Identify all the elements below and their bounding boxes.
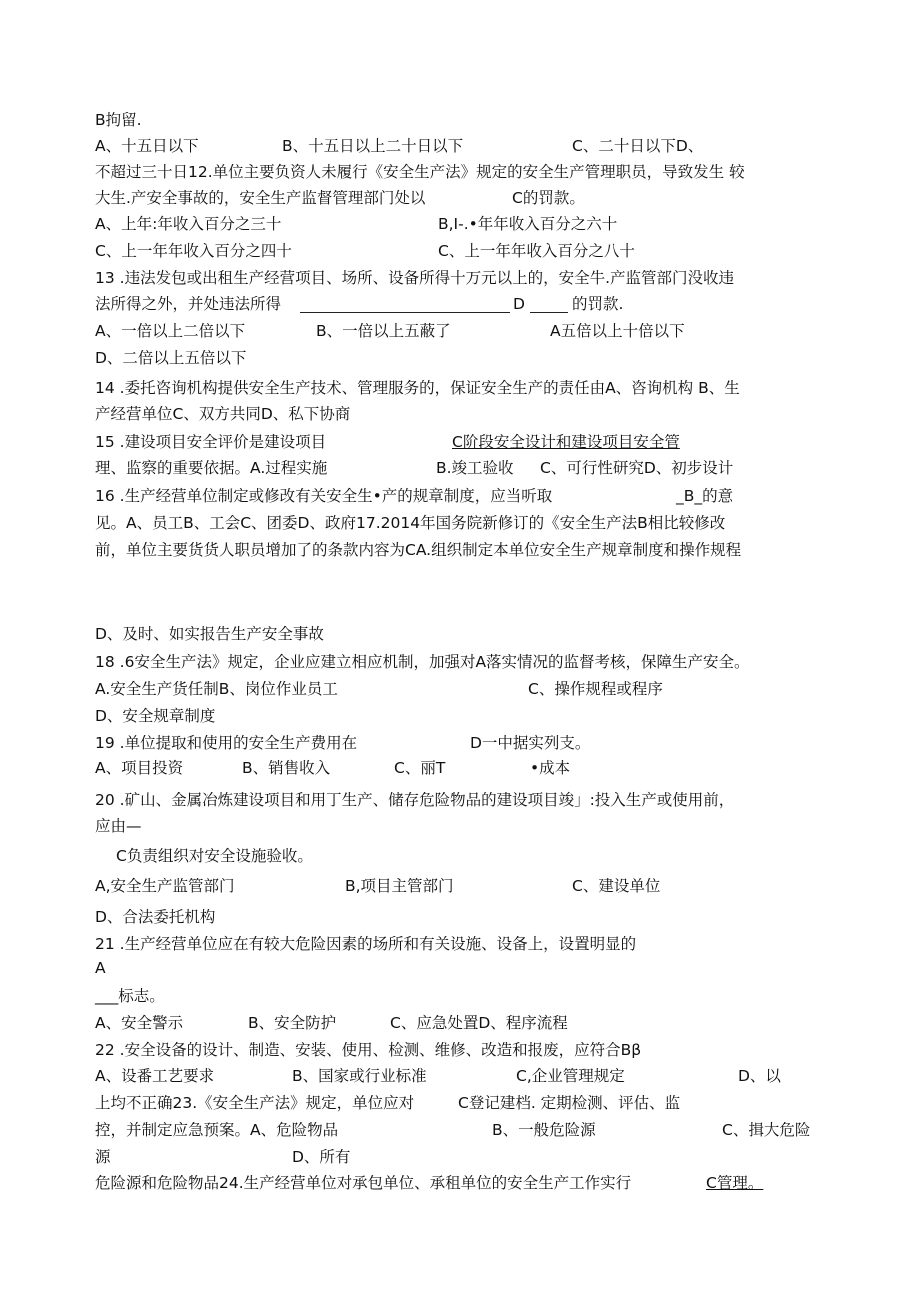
option-d: D、及时、如实报告生产安全事故 <box>95 625 324 643</box>
option-d: D、以 <box>738 1067 781 1085</box>
answer-text: C的罚款。 <box>512 189 585 207</box>
question-21: 21 .生产经营单位应在有较大危险因素的场所和有关设施、设备上，设置明显的 <box>95 935 637 953</box>
question-20: 20 .矿山、金属冶炼建设项目和用丁生产、储存危险物品的建设项目竣」:投入生产或使用前， <box>95 791 735 809</box>
text-line: 大生.产安全事故的，安全生产监督管理部门处以 <box>95 189 426 207</box>
question-15: 15 .建设项目安全评价是建设项目 <box>95 433 327 451</box>
question-12: 不超过三十日12.单位主要负资人未履行《安全生产法》规定的安全生产管理职员，导致发生 较 <box>95 163 745 181</box>
question-23: 上均不正确23.《安全生产法》规定，单位应对 <box>95 1094 415 1112</box>
option-a: A、安全警示 <box>95 1014 184 1032</box>
option-a: A、十五日以下 <box>95 137 199 155</box>
answer-text: D一中据实列支。 <box>470 734 591 752</box>
question-22: 22 .安全设备的设计、制造、安装、使用、检测、维修、改造和报废，应符合Bβ <box>95 1041 642 1059</box>
option-c: A五倍以上十倍以下 <box>550 322 685 340</box>
option-b: B、国家或行业标准 <box>292 1067 427 1085</box>
option-a: A、上年:年收入百分之三十 <box>95 215 282 233</box>
answer-letter: A <box>95 959 106 977</box>
answer-letter: D <box>513 295 525 313</box>
option-a: A、项目投资 <box>95 759 184 777</box>
answer-text: C负责组织对安全设施验收。 <box>116 847 313 865</box>
text-line: 应由— <box>95 817 142 835</box>
blank-line <box>530 312 568 313</box>
answer-text: _B_的意 <box>676 487 734 505</box>
text-line: 前，单位主要货货人职员增加了的条款内容为CA.组织制定本单位安全生产规章制度和操作规程 <box>95 541 742 559</box>
option-c: C、操作规程或程序 <box>528 680 663 698</box>
option-b: B、一般危险源 <box>492 1121 596 1139</box>
option-d: D、所有 <box>292 1148 351 1166</box>
text-line: 的罚款. <box>572 295 624 313</box>
option-a: A,安全生产监管部门 <box>95 877 235 895</box>
text-line: 源 <box>95 1148 111 1166</box>
option-d: D、二倍以上五倍以下 <box>95 349 247 367</box>
option-d: D、合法委托机构 <box>95 908 216 926</box>
option-b: B、十五日以上二十日以下 <box>282 137 464 155</box>
answer-text: C管理。 <box>706 1174 764 1192</box>
text-line: B拘留. <box>95 111 142 129</box>
option-b: B、销售收入 <box>242 759 331 777</box>
text-line: 理、监察的重要依据。A.过程实施 <box>95 459 328 477</box>
question-18: 18 .6安全生产法》规定，企业应建立相应机制，加强对A落实情况的监督考核，保障生产安全。 <box>95 653 750 671</box>
question-16: 16 .生产经营单位制定或修改有关安全生•产的规章制度，应当听取 <box>95 487 553 505</box>
option-d: •成本 <box>530 759 571 777</box>
option-b: B,I-.•年年收入百分之六十 <box>438 215 618 233</box>
option-a: A.安全生产货任制B、岗位作业员工 <box>95 680 338 698</box>
answer-text: C阶段安全设计和建设项目安全管 <box>452 433 680 451</box>
option-c: C、建设单位 <box>572 877 661 895</box>
option-a: A、设番工艺要求 <box>95 1067 215 1085</box>
question-13: 13 .违法发包或出租生产经营项目、场所、设备所得十万元以上的，安全牛.产监管部门没收违 <box>95 269 735 287</box>
question-19: 19 .单位提取和使用的安全生产费用在 <box>95 734 358 752</box>
question-17: 见。A、员工B、工会C、团委D、政府17.2014年国务院新修订的《安全生产法B相比较修改 <box>95 514 726 532</box>
option-b: B,项目主管部门 <box>345 877 454 895</box>
option-c: C、丽T <box>394 759 446 777</box>
question-14: 14 .委托咨询机构提供安全生产技术、管理服务的，保证安全生产的责任由A、咨询机构 B、生 <box>95 379 740 397</box>
answer-text: C登记建档. 定期检测、评估、监 <box>458 1094 681 1112</box>
option-c: C、上一年年收入百分之四十 <box>95 242 292 260</box>
text-line: 控，并制定应急预案。A、危险物品 <box>95 1121 339 1139</box>
option-c: C、可行性研究D、初步设计 <box>540 459 734 477</box>
option-c: C、应急处置D、程序流程 <box>390 1014 568 1032</box>
option-b: B、安全防护 <box>248 1014 337 1032</box>
text-line: 法所得之外，并处违法所得 <box>95 295 282 313</box>
blank-line <box>300 312 510 313</box>
option-b: B、一倍以上五蔽了 <box>316 322 451 340</box>
option-a: A、一倍以上二倍以下 <box>95 322 246 340</box>
option-c: C、揖大危险 <box>722 1121 811 1139</box>
option-d: D、安全规章制度 <box>95 707 216 725</box>
question-24: 危险源和危险物品24.生产经营单位对承包单位、承租单位的安全生产工作实行 <box>95 1174 632 1192</box>
option-d: C、上一年年收入百分之八十 <box>438 242 635 260</box>
text-line: ___标志。 <box>95 987 165 1005</box>
option-c: C,企业管理规定 <box>516 1067 625 1085</box>
option-c: C、二十日以下D、 <box>572 137 704 155</box>
option-b: B.竣工验收 <box>436 459 514 477</box>
text-line: 产经营单位C、双方共同D、私下协商 <box>95 405 351 423</box>
